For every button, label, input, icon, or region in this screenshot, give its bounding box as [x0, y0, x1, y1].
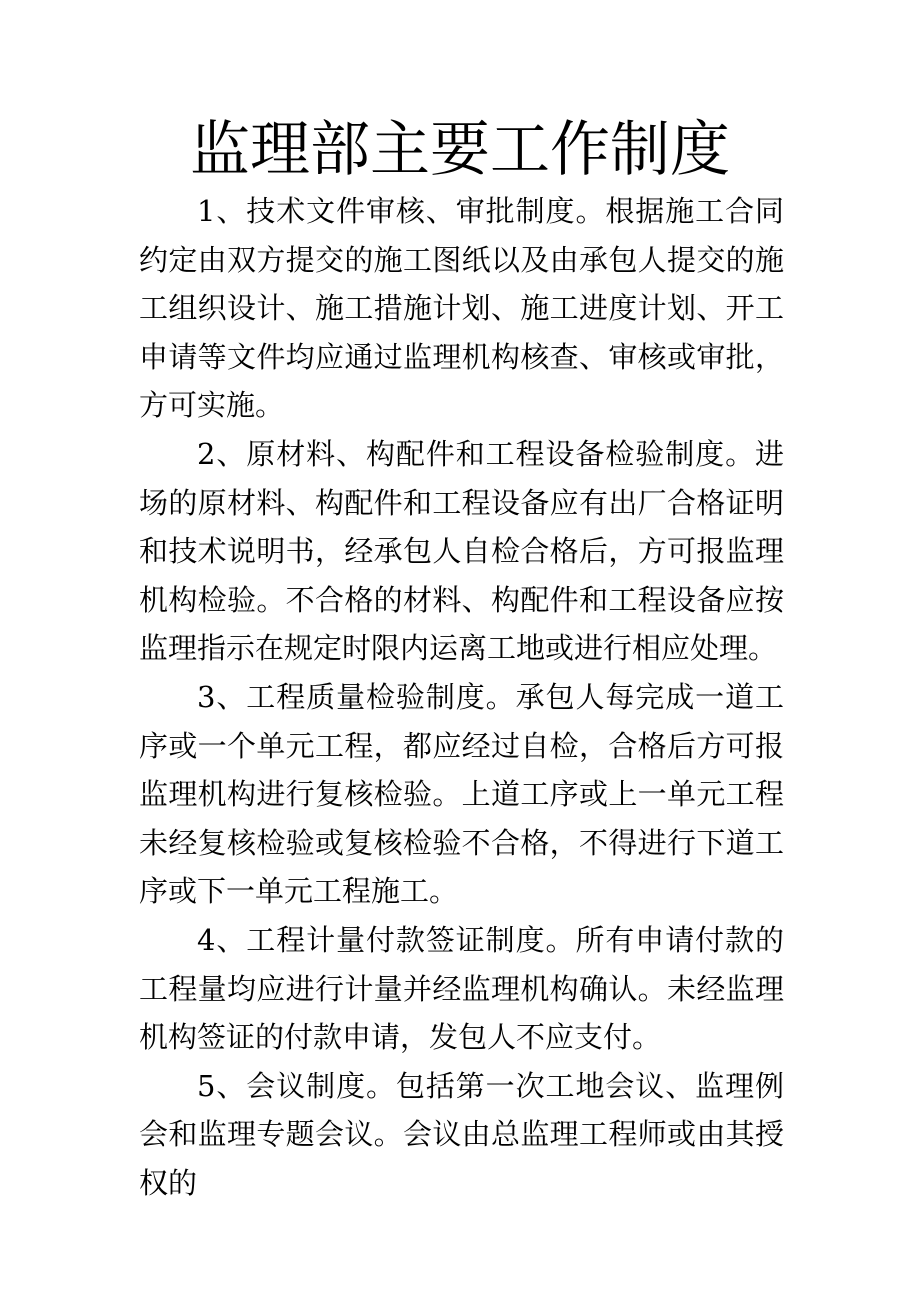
paragraph-5: 5、会议制度。包括第一次工地会议、监理例会和监理专题会议。会议由总监理工程师或由其授权的	[139, 1068, 784, 1200]
paragraph-2: 2、原材料、构配件和工程设备检验制度。进场的原材料、构配件和工程设备应有出厂合格证明和技术说明书，经承包人自检合格后，方可报监理机构检验。不合格的材料、构配件和工程设备应按监理指示在规定时限内运离工地或进行相应处理。	[139, 436, 784, 666]
paragraph-4: 4、工程计量付款签证制度。所有申请付款的工程量均应进行计量并经监理机构确认。未经监理机构签证的付款申请，发包人不应支付。	[139, 922, 784, 1055]
paragraph-3: 3、工程质量检验制度。承包人每完成一道工序或一个单元工程，都应经过自检，合格后方可报监理机构进行复核检验。上道工序或上一单元工程未经复核检验或复核检验不合格，不得进行下道工序或下一单元工程施工。	[139, 679, 784, 909]
document-body	[139, 187, 784, 1207]
paragraph-1: 1、技术文件审核、审批制度。根据施工合同约定由双方提交的施工图纸以及由承包人提交的施工组织设计、施工措施计划、施工进度计划、开工申请等文件均应通过监理机构核查、审核或审批，方可实施。	[139, 194, 784, 423]
page-title: 监理部主要工作制度	[190, 115, 730, 185]
